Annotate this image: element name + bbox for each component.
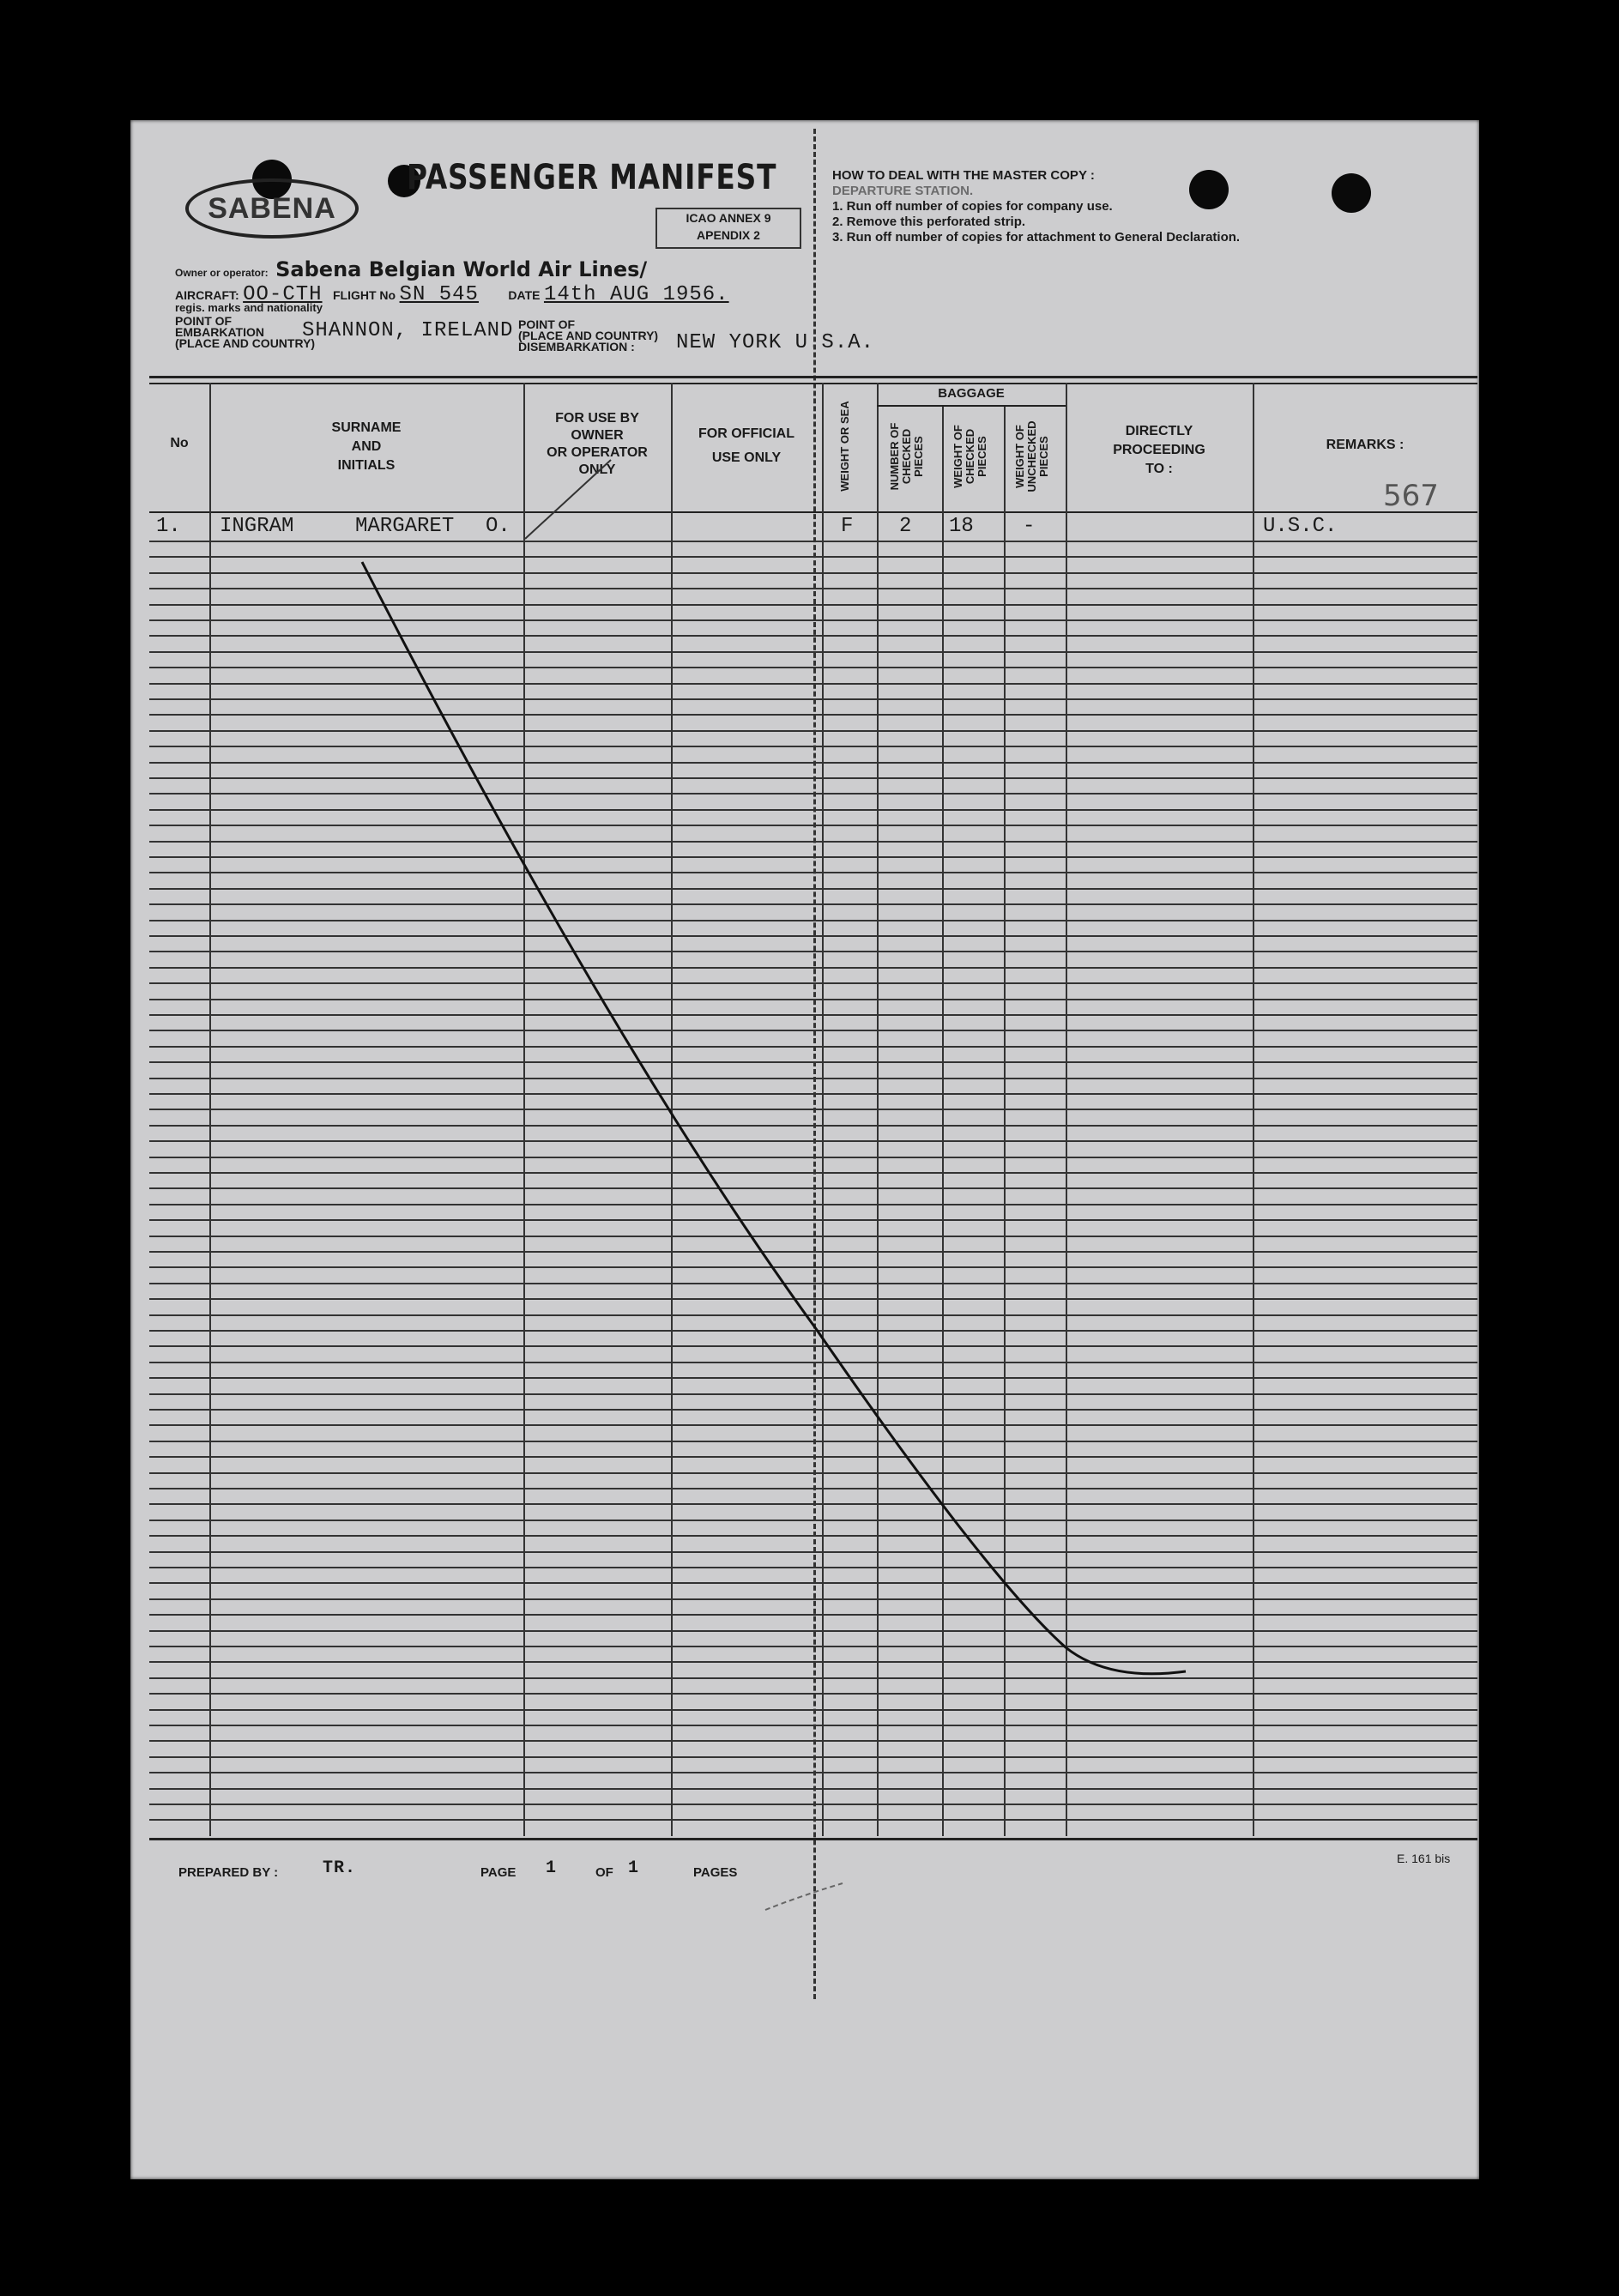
row-initial: O. <box>486 515 510 538</box>
header-unchecked-weight: WEIGHT OF UNCHECKED PIECES <box>1013 420 1050 492</box>
form-code: E. 161 bis <box>1397 1852 1451 1865</box>
flight-label: FLIGHT No <box>332 288 396 302</box>
manifest-paper <box>130 120 1479 2179</box>
header-no: No <box>170 436 189 450</box>
surname-line-2: AND <box>351 439 382 454</box>
of-label: OF <box>595 1865 613 1880</box>
row-given-name: MARGARET <box>355 515 455 538</box>
instruction-item: 2. Remove this perforated strip. <box>832 214 1026 229</box>
disembark-label-2: (PLACE AND COUNTRY) <box>518 329 659 342</box>
header-checked-weight: WEIGHT OF CHECKED PIECES <box>951 425 988 488</box>
disembark-label-1: POINT OF <box>518 317 576 331</box>
instruction-item: 1. Run off number of copies for company use. <box>832 199 1113 214</box>
prepared-by-value: TR. <box>323 1858 357 1878</box>
header-checked-pieces: NUMBER OF CHECKED PIECES <box>888 422 925 491</box>
flight-value: SN 545 <box>399 283 479 306</box>
embarkation-value: SHANNON, IRELAND <box>302 319 514 342</box>
instructions-sub: DEPARTURE STATION. <box>832 184 974 198</box>
header-remarks: REMARKS : <box>1326 438 1405 452</box>
instructions-heading: HOW TO DEAL WITH THE MASTER COPY : <box>832 168 1095 183</box>
embark-label-1: POINT OF <box>175 314 233 328</box>
aircraft-sub-label: regis. marks and nationality <box>175 301 323 314</box>
row-weight-sea: F <box>841 515 854 538</box>
pages-label: PAGES <box>693 1865 738 1880</box>
of-value: 1 <box>628 1858 640 1878</box>
official-line-2: USE ONLY <box>711 450 782 465</box>
row-checked-weight: 18 <box>949 515 974 538</box>
official-line-1: FOR OFFICIAL <box>698 426 794 441</box>
row-surname: INGRAM <box>220 515 294 538</box>
embark-label-2: EMBARKATION <box>175 325 264 339</box>
page-label: PAGE <box>480 1865 517 1880</box>
proceeding-line-1: DIRECTLY <box>1125 424 1193 438</box>
prepared-by-label: PREPARED BY : <box>178 1865 279 1880</box>
owner-label: Owner or operator: <box>175 267 269 279</box>
page-value: 1 <box>546 1858 558 1878</box>
stamp-number: 567 <box>1383 479 1439 513</box>
owner-use-line-3: OR OPERATOR <box>547 445 648 460</box>
instruction-item: 3. Run off number of copies for attachment to General Declaration. <box>832 230 1241 245</box>
row-no: 1. <box>156 515 181 538</box>
owner-use-line-1: FOR USE BY <box>555 411 639 426</box>
header-baggage: BAGGAGE <box>938 386 1005 401</box>
form-title: PASSENGER MANIFEST <box>407 158 777 197</box>
annex-line-1: ICAO ANNEX 9 <box>686 211 771 225</box>
row-unchecked: - <box>1023 515 1036 538</box>
proceeding-line-2: PROCEEDING <box>1113 443 1205 457</box>
surname-line-1: SURNAME <box>331 420 402 435</box>
disembark-label-3: DISEMBARKATION : <box>518 340 635 353</box>
proceeding-line-3: TO : <box>1145 462 1173 476</box>
date-value: 14th AUG 1956. <box>543 283 729 306</box>
header-weight-sea: WEIGHT OR SEA <box>838 401 851 492</box>
owner-value: Sabena Belgian World Air Lines/ <box>275 257 648 281</box>
aircraft-value: OO-CTH <box>243 283 323 306</box>
aircraft-label: AIRCRAFT: <box>175 288 239 302</box>
annex-line-2: APENDIX 2 <box>697 228 760 242</box>
owner-use-line-2: OWNER <box>571 428 624 443</box>
row-remarks: U.S.C. <box>1263 515 1338 538</box>
owner-use-line-4: ONLY <box>578 462 616 477</box>
logo-text: SABENA <box>208 191 336 225</box>
embark-label-3: (PLACE AND COUNTRY) <box>175 336 316 350</box>
disembarkation-value: NEW YORK U.S.A. <box>676 331 875 354</box>
row-checked-pieces: 2 <box>899 515 912 538</box>
surname-line-3: INITIALS <box>337 458 396 473</box>
date-label: DATE <box>508 288 541 302</box>
